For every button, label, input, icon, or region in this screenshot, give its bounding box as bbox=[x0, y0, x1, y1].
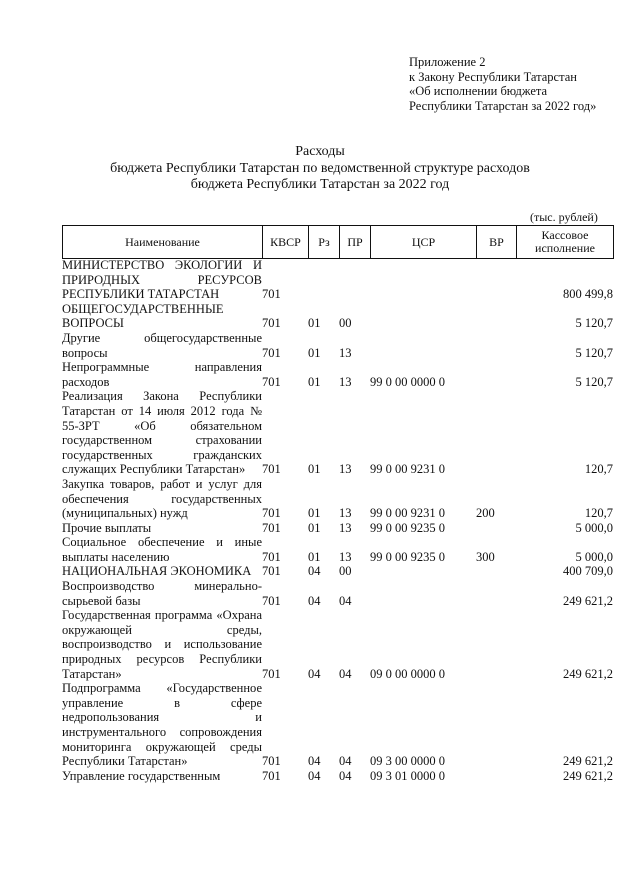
cell-pr: 00 bbox=[339, 564, 352, 579]
title-line: бюджета Республики Татарстан за 2022 год bbox=[190, 177, 450, 192]
cell-rz: 01 bbox=[308, 520, 321, 535]
cell-rz: 01 bbox=[308, 345, 321, 360]
appendix-block bbox=[409, 55, 634, 113]
table-row bbox=[62, 331, 613, 360]
cell-name: Непрограммные направления расходов bbox=[62, 360, 262, 389]
document-title bbox=[0, 144, 640, 194]
cell-kvsr: 701 bbox=[262, 754, 281, 769]
header-csr: ЦСР bbox=[371, 226, 477, 259]
cell-kvsr: 701 bbox=[262, 520, 281, 535]
cell-vr bbox=[476, 681, 516, 769]
cell-vr bbox=[476, 360, 516, 389]
cell-pr: 13 bbox=[339, 520, 352, 535]
header-vr: ВР bbox=[477, 226, 517, 259]
units-label: (тыс. рублей) bbox=[530, 210, 598, 224]
table-row bbox=[62, 477, 613, 521]
cell-rz: 01 bbox=[308, 374, 321, 389]
cell-vr bbox=[476, 579, 516, 608]
cell-name: Подпрограмма «Государственное управление в сфере недропользования и инструментального сопровождения мониторинга окружающей среды Республики Татарстан» bbox=[62, 681, 262, 769]
cell-csr bbox=[370, 579, 476, 608]
cell-pr: 04 bbox=[339, 593, 352, 608]
table-row bbox=[62, 302, 613, 331]
cell-sum: 800 499,8 bbox=[563, 287, 613, 302]
cell-kvsr: 701 bbox=[262, 593, 281, 608]
cell-pr bbox=[339, 258, 370, 302]
cell-csr: 09 0 00 0000 0 bbox=[370, 666, 445, 681]
cell-rz: 01 bbox=[308, 506, 321, 521]
cell-csr: 09 3 01 0000 0 bbox=[370, 768, 445, 783]
cell-pr: 04 bbox=[339, 754, 352, 769]
cell-kvsr: 701 bbox=[262, 374, 281, 389]
cell-pr: 13 bbox=[339, 462, 352, 477]
cell-sum: 5 000,0 bbox=[575, 549, 613, 564]
cell-sum: 249 621,2 bbox=[563, 754, 613, 769]
cell-csr bbox=[370, 564, 476, 579]
header-name: Наименование bbox=[63, 226, 263, 259]
cell-sum: 249 621,2 bbox=[563, 593, 613, 608]
cell-vr bbox=[476, 302, 516, 331]
appendix-line: к Закону Республики Татарстан bbox=[409, 69, 577, 84]
cell-rz: 01 bbox=[308, 316, 321, 331]
cell-kvsr: 701 bbox=[262, 768, 281, 783]
table-row bbox=[62, 681, 613, 769]
cell-sum: 249 621,2 bbox=[563, 666, 613, 681]
budget-table bbox=[62, 258, 613, 783]
cell-rz: 04 bbox=[308, 564, 321, 579]
cell-sum: 400 709,0 bbox=[563, 564, 613, 579]
cell-vr bbox=[476, 331, 516, 360]
table-row bbox=[62, 564, 613, 579]
cell-pr: 13 bbox=[339, 374, 352, 389]
title-line: бюджета Республики Татарстан по ведомственной структуре расходов bbox=[110, 160, 530, 176]
cell-name: ОБЩЕГОСУДАРСТВЕННЫЕ ВОПРОСЫ bbox=[62, 301, 224, 331]
table-header bbox=[62, 225, 614, 259]
cell-pr: 00 bbox=[339, 316, 352, 331]
table-row bbox=[62, 769, 613, 784]
cell-rz: 01 bbox=[308, 549, 321, 564]
cell-kvsr: 701 bbox=[262, 287, 281, 302]
cell-sum: 120,7 bbox=[584, 462, 613, 477]
cell-sum: 5 120,7 bbox=[575, 316, 613, 331]
cell-vr: 200 bbox=[476, 506, 495, 521]
cell-name: Прочие выплаты bbox=[62, 520, 152, 535]
cell-csr: 99 0 00 0000 0 bbox=[370, 374, 445, 389]
cell-rz bbox=[308, 258, 339, 302]
cell-kvsr: 701 bbox=[262, 345, 281, 360]
appendix-line: Приложение 2 bbox=[409, 55, 486, 69]
cell-name: Реализация Закона Республики Татарстан от 14 июля 2012 года № 55-ЗРТ «Об обязательном государственном страховании государственных гражданских служащих Республики Татарстан» bbox=[62, 389, 262, 477]
cell-vr bbox=[476, 608, 516, 681]
cell-vr bbox=[476, 389, 516, 477]
cell-vr bbox=[476, 769, 516, 784]
cell-vr bbox=[476, 564, 516, 579]
cell-csr: 99 0 00 9235 0 bbox=[370, 520, 445, 535]
header-sum: Кассовое исполнение bbox=[517, 226, 614, 259]
title-line: Расходы bbox=[295, 144, 345, 159]
cell-sum: 120,7 bbox=[584, 506, 613, 521]
cell-kvsr: 701 bbox=[262, 564, 281, 579]
cell-vr bbox=[476, 258, 516, 302]
appendix-line: «Об исполнении бюджета bbox=[409, 84, 548, 99]
cell-pr: 04 bbox=[339, 666, 352, 681]
cell-name: Другие общегосударственные вопросы bbox=[62, 330, 262, 360]
cell-rz: 04 bbox=[308, 768, 321, 783]
cell-name: НАЦИОНАЛЬНАЯ ЭКОНОМИКА bbox=[62, 564, 252, 579]
cell-kvsr: 701 bbox=[262, 462, 281, 477]
appendix-line: Республики Татарстан за 2022 год» bbox=[409, 98, 597, 113]
header-kvsr: КВСР bbox=[263, 226, 309, 259]
cell-csr: 99 0 00 9231 0 bbox=[370, 462, 445, 477]
table-row bbox=[62, 521, 613, 536]
cell-sum: 5 000,0 bbox=[575, 520, 613, 535]
cell-pr: 13 bbox=[339, 506, 352, 521]
cell-csr bbox=[370, 302, 476, 331]
cell-vr bbox=[476, 521, 516, 536]
cell-rz: 04 bbox=[308, 593, 321, 608]
cell-rz: 04 bbox=[308, 754, 321, 769]
cell-csr: 99 0 00 9235 0 bbox=[370, 549, 445, 564]
cell-kvsr: 701 bbox=[262, 549, 281, 564]
cell-sum: 5 120,7 bbox=[575, 345, 613, 360]
cell-name: Государственная программа «Охрана окружающей среды, воспроизводство и использование природных ресурсов Республики Татарстан» bbox=[62, 608, 262, 681]
cell-name: Управление государственным bbox=[62, 768, 221, 783]
cell-name: Воспроизводство минерально-сырьевой базы bbox=[62, 579, 262, 608]
table-row bbox=[62, 360, 613, 389]
cell-csr: 09 3 00 0000 0 bbox=[370, 754, 445, 769]
cell-pr: 04 bbox=[339, 768, 352, 783]
cell-sum: 5 120,7 bbox=[575, 374, 613, 389]
table-row bbox=[62, 579, 613, 608]
cell-name: МИНИСТЕРСТВО ЭКОЛОГИИ И ПРИРОДНЫХ РЕСУРСОВ РЕСПУБЛИКИ ТАТАРСТАН bbox=[62, 258, 262, 302]
table-row bbox=[62, 535, 613, 564]
cell-vr: 300 bbox=[476, 549, 495, 564]
table-row bbox=[62, 608, 613, 681]
cell-kvsr: 701 bbox=[262, 666, 281, 681]
cell-kvsr: 701 bbox=[262, 506, 281, 521]
cell-csr bbox=[370, 331, 476, 360]
cell-csr bbox=[370, 258, 476, 302]
cell-pr: 13 bbox=[339, 549, 352, 564]
table-row bbox=[62, 258, 613, 302]
header-pr: ПР bbox=[340, 226, 371, 259]
cell-name: Закупка товаров, работ и услуг для обеспечения государственных (муниципальных) нужд bbox=[62, 476, 262, 521]
table-row bbox=[62, 389, 613, 477]
cell-rz: 01 bbox=[308, 462, 321, 477]
header-rz: Рз bbox=[309, 226, 340, 259]
cell-rz: 04 bbox=[308, 666, 321, 681]
cell-sum: 249 621,2 bbox=[563, 768, 613, 783]
cell-kvsr: 701 bbox=[262, 316, 281, 331]
cell-name: Социальное обеспечение и иные выплаты населению bbox=[62, 535, 262, 564]
cell-pr: 13 bbox=[339, 345, 352, 360]
cell-csr: 99 0 00 9231 0 bbox=[370, 506, 445, 521]
